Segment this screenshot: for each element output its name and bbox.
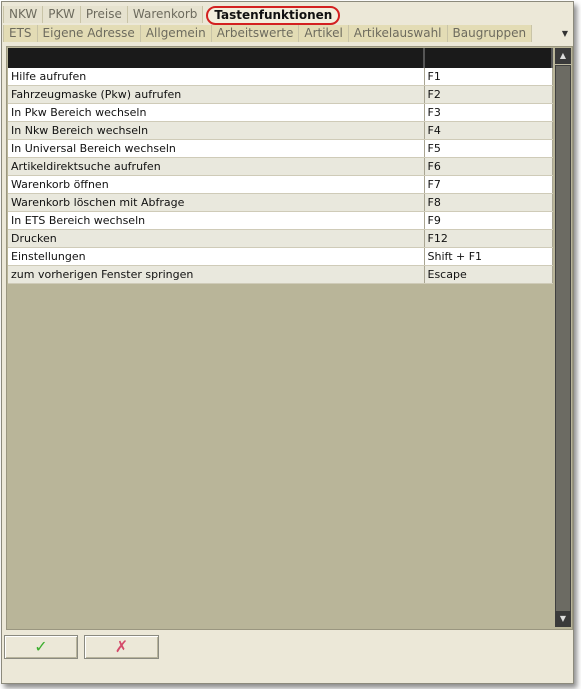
table-row[interactable] [8,230,552,248]
shortcut-key-cell: F4 [424,122,552,140]
cross-icon: ✗ [114,637,129,656]
column-header-key[interactable] [424,48,552,68]
tab-artikelauswahl[interactable]: Artikelauswahl [348,25,448,42]
table-row[interactable] [8,68,552,86]
shortcut-action-cell: Fahrzeugmaske (Pkw) aufrufen [8,86,424,104]
table-row[interactable] [8,158,552,176]
shortcut-action-cell: In ETS Bereich wechseln [8,212,424,230]
tab-artikel[interactable]: Artikel [298,25,348,42]
shortcut-key-cell: F7 [424,176,552,194]
shortcut-key-cell: F12 [424,230,552,248]
tab-nkw[interactable]: NKW [3,6,43,23]
shortcut-table-body [8,68,552,284]
shortcut-key-cell: F1 [424,68,552,86]
tab-baugruppen[interactable]: Baugruppen [447,25,533,42]
tab-arbeitswerte[interactable]: Arbeitswerte [211,25,300,42]
ok-button[interactable] [4,635,78,659]
tab-warenkorb[interactable]: Warenkorb [127,6,204,23]
scrollbar-thumb[interactable] [555,65,571,612]
shortcut-action-cell: Warenkorb öffnen [8,176,424,194]
table-row[interactable] [8,104,552,122]
shortcut-action-cell: Hilfe aufrufen [8,68,424,86]
shortcut-key-cell: F2 [424,86,552,104]
shortcut-key-cell: Shift + F1 [424,248,552,266]
table-row[interactable] [8,176,552,194]
tab-preise[interactable]: Preise [80,6,128,23]
table-row[interactable] [8,122,552,140]
footer-bar [3,630,571,681]
table-row[interactable] [8,248,552,266]
tab-ets[interactable]: ETS [3,25,38,42]
vertical-scrollbar[interactable] [555,48,571,627]
table-row[interactable] [8,266,552,284]
shortcut-action-cell: In Universal Bereich wechseln [8,140,424,158]
tab-tastenfunktionen[interactable]: Tastenfunktionen [206,6,340,25]
shortcut-action-cell: Artikeldirektsuche aufrufen [8,158,424,176]
shortcut-key-cell: F8 [424,194,552,212]
checkmark-icon: ✓ [34,637,48,656]
table-header [8,48,552,68]
settings-window [1,1,574,684]
table-row[interactable] [8,212,552,230]
tab-row-top [3,6,339,25]
tab-eigene-adresse[interactable]: Eigene Adresse [37,25,141,42]
shortcut-panel [6,46,573,630]
table-row[interactable] [8,140,552,158]
scroll-down-icon[interactable]: ▼ [555,611,571,627]
shortcut-key-cell: Escape [424,266,552,284]
shortcut-action-cell: Warenkorb löschen mit Abfrage [8,194,424,212]
shortcut-key-cell: F5 [424,140,552,158]
tab-overflow-dropdown-icon[interactable]: ▼ [561,29,569,38]
shortcut-action-cell: zum vorherigen Fenster springen [8,266,424,284]
tab-row-bottom [3,25,571,44]
cancel-button[interactable] [84,635,159,659]
column-header-action[interactable] [8,48,424,68]
shortcut-action-cell: In Nkw Bereich wechseln [8,122,424,140]
tab-pkw[interactable]: PKW [42,6,81,23]
shortcut-action-cell: Einstellungen [8,248,424,266]
shortcut-key-cell: F3 [424,104,552,122]
shortcut-key-cell: F9 [424,212,552,230]
table-row[interactable] [8,194,552,212]
shortcut-key-cell: F6 [424,158,552,176]
shortcut-table [8,48,553,284]
shortcut-action-cell: In Pkw Bereich wechseln [8,104,424,122]
shortcut-action-cell: Drucken [8,230,424,248]
tab-allgemein[interactable]: Allgemein [140,25,212,42]
scroll-up-icon[interactable]: ▲ [555,48,571,64]
table-row[interactable] [8,86,552,104]
